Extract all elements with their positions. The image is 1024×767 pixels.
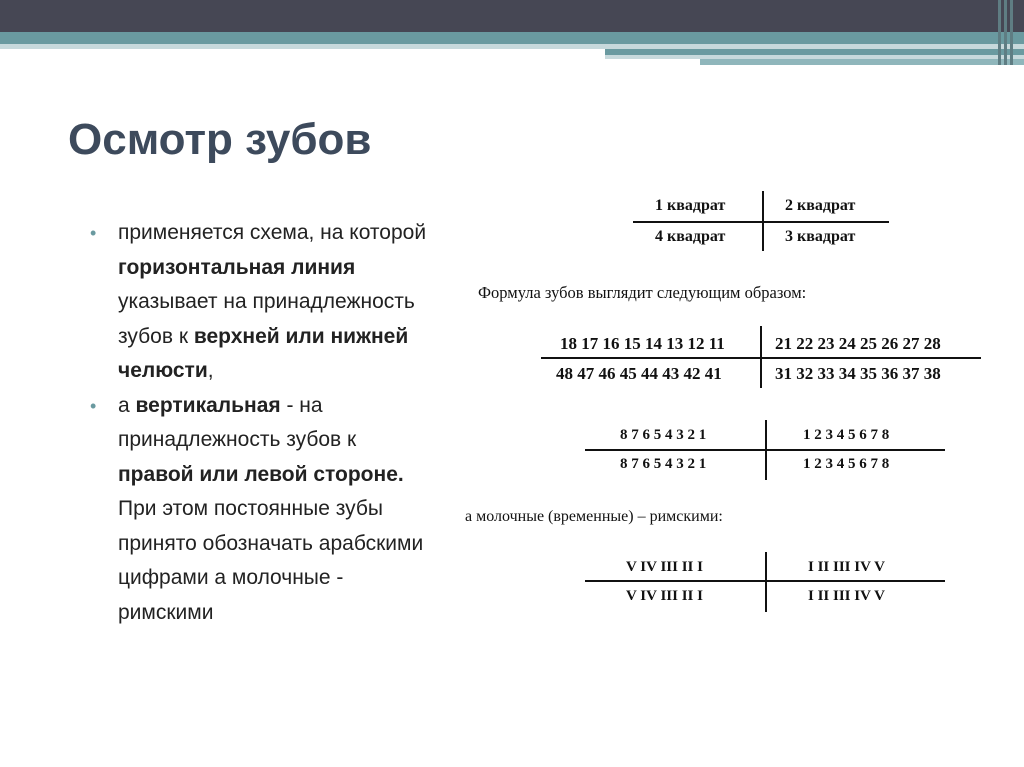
- table-h-line: [633, 221, 889, 223]
- text-run-bold: вертикальная: [135, 393, 281, 417]
- roman-upper-right: V IV III II I: [626, 559, 703, 575]
- bullet-item: [90, 216, 430, 389]
- quadrant-2-label: 2 квадрат: [785, 197, 856, 214]
- arabic-lower-left: 1 2 3 4 5 6 7 8: [803, 456, 890, 472]
- bullet-list: [90, 216, 430, 630]
- formula-lower-right: 48 47 46 45 44 43 42 41: [556, 364, 722, 383]
- bullet-text: [118, 221, 426, 382]
- header-divider: [1010, 0, 1013, 65]
- slide-title: Осмотр зубов: [68, 115, 372, 164]
- roman-lower-right: V IV III II I: [626, 588, 703, 604]
- table-v-line: [762, 191, 764, 251]
- header-bar: [0, 0, 1024, 32]
- arabic-upper-right: 8 7 6 5 4 3 2 1: [620, 427, 707, 443]
- formula-lower-left: 31 32 33 34 35 36 37 38: [775, 364, 941, 383]
- bullet-dot-icon: •: [90, 223, 97, 243]
- text-run: ,: [207, 359, 214, 382]
- text-run-bold: правой или левой стороне.: [118, 462, 404, 486]
- text-run: указывает на принадлежность зубов к: [118, 290, 415, 348]
- table-v-line: [765, 552, 767, 612]
- roman-lower-left: I II III IV V: [808, 588, 885, 604]
- text-run-bold: верхней или нижней челюсти: [118, 324, 409, 382]
- arabic-lower-right: 8 7 6 5 4 3 2 1: [620, 456, 707, 472]
- formula-upper-left: 21 22 23 24 25 26 27 28: [775, 334, 941, 353]
- bullet-item: [90, 389, 430, 631]
- bullet-text: [118, 394, 423, 624]
- header-divider: [998, 0, 1001, 65]
- quadrant-4-label: 4 квадрат: [655, 228, 726, 245]
- text-run: а: [118, 393, 136, 417]
- table-v-line: [760, 326, 762, 388]
- formula-upper-right: 18 17 16 15 14 13 12 11: [560, 334, 725, 353]
- roman-upper-left: I II III IV V: [808, 559, 885, 575]
- text-run-bold: горизонтальная линия: [118, 255, 356, 279]
- header-divider: [1004, 0, 1007, 65]
- arabic-upper-left: 1 2 3 4 5 6 7 8: [803, 427, 890, 443]
- header-stripe: [0, 32, 1024, 44]
- bullet-dot-icon: •: [90, 395, 97, 416]
- table-v-line: [765, 420, 767, 480]
- quadrant-3-label: 3 квадрат: [785, 228, 856, 245]
- quadrant-1-label: 1 квадрат: [655, 197, 726, 214]
- text-run: При этом постоянные зубы принято обозначать арабскими цифрами а молочные - римскими: [118, 497, 424, 624]
- milk-teeth-caption: а молочные (временные) – римскими:: [465, 508, 723, 525]
- text-run: - на принадлежность зубов к: [118, 393, 357, 451]
- formula-caption: Формула зубов выглядит следующим образом:: [478, 283, 807, 302]
- header-stripe: [700, 59, 1024, 65]
- text-run: применяется схема, на которой: [118, 221, 427, 244]
